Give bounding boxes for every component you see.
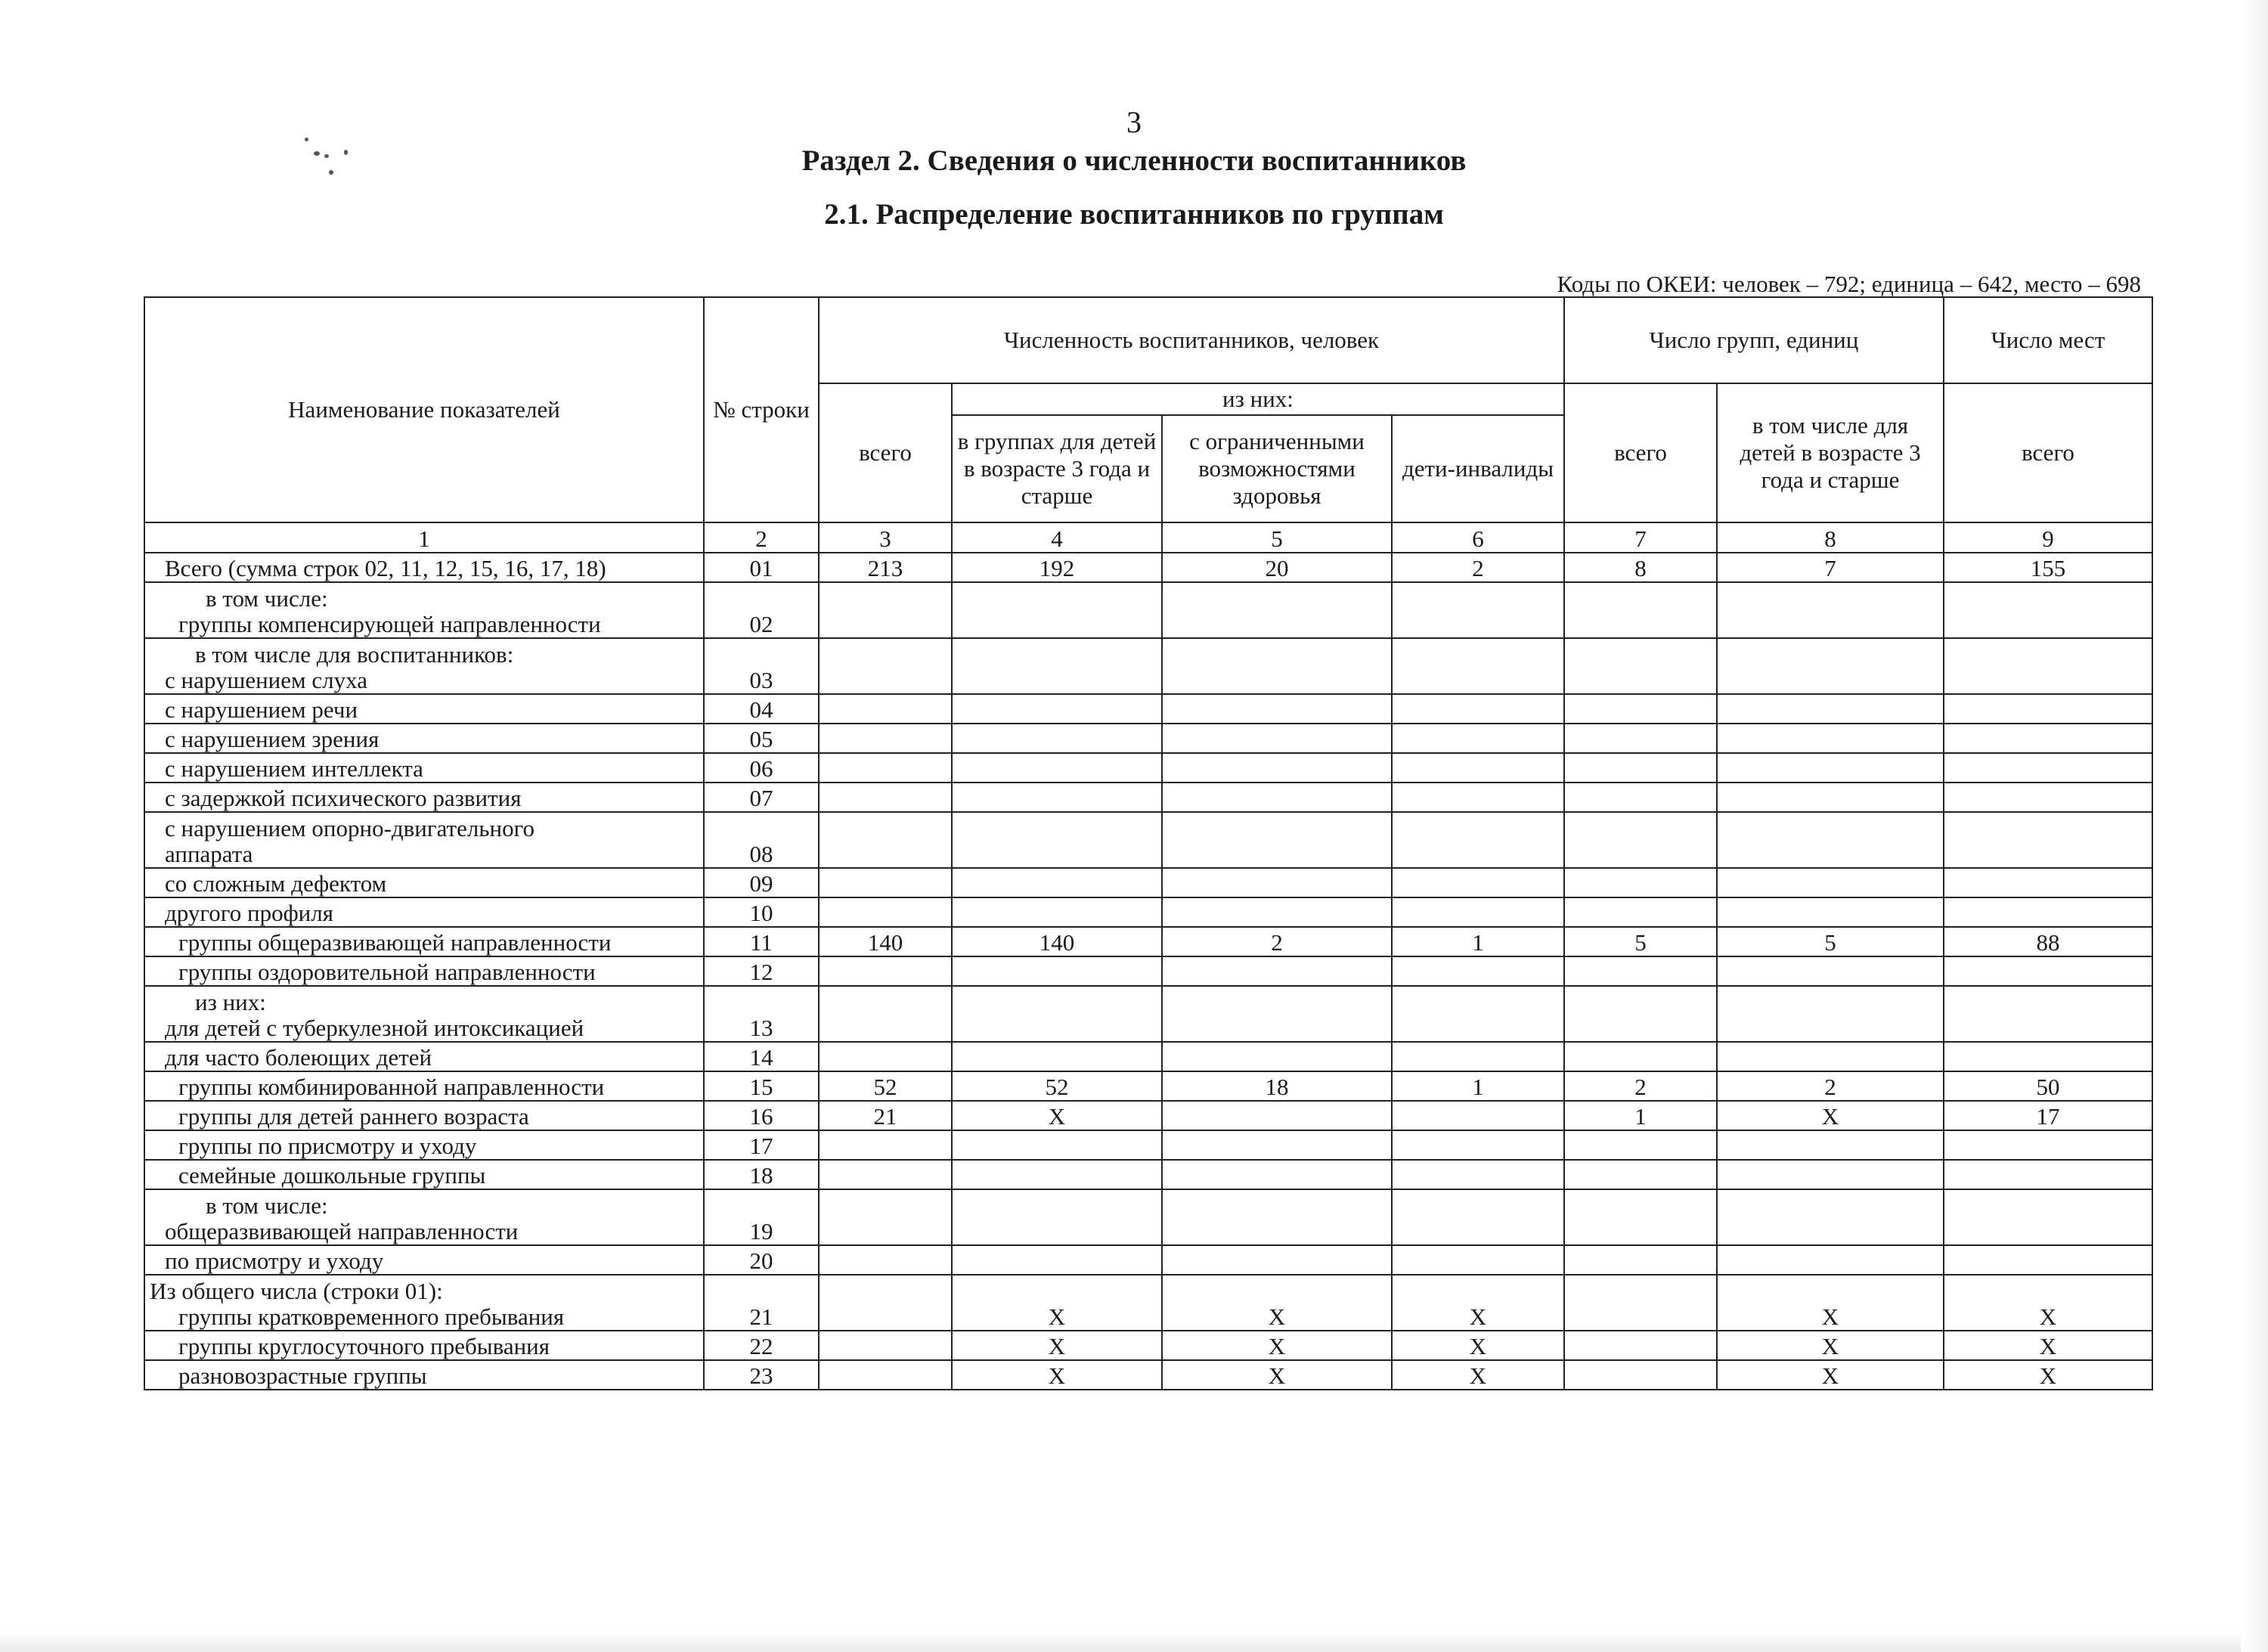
row-number: 01 xyxy=(704,553,819,582)
value-cell xyxy=(1392,638,1564,694)
header-limited: с ограниченными возможностями здоровья xyxy=(1162,415,1392,522)
value-cell xyxy=(1162,897,1392,927)
row-label xyxy=(144,897,704,927)
value-cell: 1 xyxy=(1392,927,1564,956)
value-cell xyxy=(819,783,952,812)
value-cell xyxy=(1564,753,1717,783)
value-cell: X xyxy=(1944,1360,2152,1390)
table-row xyxy=(144,1275,2152,1331)
value-cell xyxy=(1392,1189,1564,1245)
value-cell xyxy=(819,724,952,753)
value-cell: X xyxy=(1392,1360,1564,1390)
header-groups: Число групп, единиц xyxy=(1564,297,1944,383)
value-cell xyxy=(1944,582,2152,638)
value-cell: 5 xyxy=(1717,927,1944,956)
value-cell xyxy=(1717,1042,1944,1071)
value-cell xyxy=(1162,1160,1392,1189)
value-cell xyxy=(1564,638,1717,694)
value-cell xyxy=(1392,1042,1564,1071)
value-cell xyxy=(1944,868,2152,897)
value-cell xyxy=(819,956,952,986)
row-label-line: с нарушением слуха xyxy=(165,667,367,693)
value-cell xyxy=(1392,1160,1564,1189)
value-cell xyxy=(1162,1245,1392,1275)
value-cell xyxy=(1392,868,1564,897)
value-cell xyxy=(1564,582,1717,638)
row-number: 08 xyxy=(704,812,819,868)
value-cell: X xyxy=(952,1360,1162,1390)
row-number: 21 xyxy=(704,1275,819,1331)
row-number: 18 xyxy=(704,1160,819,1189)
value-cell xyxy=(819,1245,952,1275)
value-cell xyxy=(1564,868,1717,897)
row-label xyxy=(144,956,704,986)
value-cell xyxy=(1717,986,1944,1042)
row-label-line: группы по присмотру и уходу xyxy=(178,1133,477,1159)
table-row xyxy=(144,1360,2152,1390)
value-cell xyxy=(1162,1042,1392,1071)
value-cell: X xyxy=(1392,1275,1564,1331)
value-cell: X xyxy=(952,1275,1162,1331)
value-cell: 140 xyxy=(819,927,952,956)
value-cell: X xyxy=(952,1331,1162,1360)
column-number: 2 xyxy=(704,522,819,553)
row-label xyxy=(144,1360,704,1390)
row-number: 02 xyxy=(704,582,819,638)
column-number: 7 xyxy=(1564,522,1717,553)
value-cell: 2 xyxy=(1392,553,1564,582)
row-label-line: группы кратковременного пребывания xyxy=(178,1303,565,1330)
row-label-line: из них: xyxy=(195,989,266,1015)
row-label-line: Всего (сумма строк 02, 11, 12, 15, 16, 17, 18) xyxy=(165,555,606,581)
header-of-them: из них: xyxy=(952,383,1564,415)
value-cell xyxy=(1944,724,2152,753)
header-places-total: всего xyxy=(1944,383,2152,522)
value-cell xyxy=(1717,1130,1944,1160)
table-row xyxy=(144,1160,2152,1189)
value-cell xyxy=(1162,1189,1392,1245)
value-cell xyxy=(1392,582,1564,638)
row-number: 14 xyxy=(704,1042,819,1071)
table-row xyxy=(144,1101,2152,1130)
row-label-line: для часто болеющих детей xyxy=(165,1044,432,1071)
table-row xyxy=(144,868,2152,897)
table-row xyxy=(144,812,2152,868)
value-cell xyxy=(1717,753,1944,783)
value-cell xyxy=(1162,582,1392,638)
row-label xyxy=(144,553,704,582)
value-cell: 18 xyxy=(1162,1071,1392,1101)
row-label-line: с нарушением зрения xyxy=(165,726,380,752)
value-cell xyxy=(1717,582,1944,638)
value-cell xyxy=(1944,1160,2152,1189)
value-cell xyxy=(819,897,952,927)
value-cell: 213 xyxy=(819,553,952,582)
header-groups-age3: в том числе для детей в возрасте 3 года и старше xyxy=(1717,383,1944,522)
value-cell: 50 xyxy=(1944,1071,2152,1101)
value-cell xyxy=(1392,812,1564,868)
scan-edge xyxy=(2241,0,2268,1652)
row-label-line: в том числе для воспитанников: xyxy=(195,641,514,668)
value-cell xyxy=(952,582,1162,638)
row-number: 11 xyxy=(704,927,819,956)
value-cell xyxy=(1392,956,1564,986)
row-number: 16 xyxy=(704,1101,819,1130)
value-cell xyxy=(952,1160,1162,1189)
value-cell xyxy=(1392,1130,1564,1160)
table-row xyxy=(144,1245,2152,1275)
row-label xyxy=(144,927,704,956)
value-cell: X xyxy=(1717,1101,1944,1130)
row-number: 07 xyxy=(704,783,819,812)
row-label xyxy=(144,868,704,897)
value-cell: 2 xyxy=(1564,1071,1717,1101)
row-label-line: с задержкой психического развития xyxy=(165,785,522,811)
value-cell xyxy=(952,638,1162,694)
row-label xyxy=(144,1245,704,1275)
value-cell xyxy=(952,724,1162,753)
table-row xyxy=(144,724,2152,753)
value-cell xyxy=(1162,724,1392,753)
table-row xyxy=(144,1189,2152,1245)
value-cell: 155 xyxy=(1944,553,2152,582)
table-row xyxy=(144,1071,2152,1101)
row-label xyxy=(144,1275,704,1331)
row-label xyxy=(144,812,704,868)
header-line-no: № строки xyxy=(704,297,819,522)
value-cell: X xyxy=(1944,1275,2152,1331)
value-cell: 2 xyxy=(1717,1071,1944,1101)
value-cell xyxy=(1162,694,1392,724)
header-groups-total: всего xyxy=(1564,383,1717,522)
value-cell xyxy=(1717,956,1944,986)
row-label xyxy=(144,638,704,694)
column-number: 1 xyxy=(144,522,704,553)
row-label xyxy=(144,1189,704,1245)
header-places: Число мест xyxy=(1944,297,2152,383)
row-label xyxy=(144,582,704,638)
row-label xyxy=(144,986,704,1042)
table-row xyxy=(144,1042,2152,1071)
value-cell xyxy=(1564,986,1717,1042)
value-cell xyxy=(1944,1189,2152,1245)
value-cell xyxy=(819,868,952,897)
row-label-line: семейные дошкольные группы xyxy=(178,1162,486,1189)
value-cell xyxy=(1564,783,1717,812)
value-cell xyxy=(952,868,1162,897)
value-cell xyxy=(1162,1130,1392,1160)
value-cell xyxy=(1717,1189,1944,1245)
row-label xyxy=(144,753,704,783)
value-cell xyxy=(1717,1160,1944,1189)
value-cell xyxy=(1392,1101,1564,1130)
table-row xyxy=(144,753,2152,783)
value-cell: 17 xyxy=(1944,1101,2152,1130)
row-label-line: разновозрастные группы xyxy=(178,1362,427,1389)
value-cell xyxy=(1392,1245,1564,1275)
value-cell xyxy=(1944,1130,2152,1160)
row-label-line: группы комбинированной направленности xyxy=(178,1074,605,1100)
value-cell xyxy=(1564,1160,1717,1189)
row-number: 17 xyxy=(704,1130,819,1160)
header-age3: в группах для детей в возрасте 3 года и старше xyxy=(952,415,1162,522)
value-cell: X xyxy=(1944,1331,2152,1360)
section-title: Раздел 2. Сведения о численности воспитанников xyxy=(801,144,1467,177)
row-label-line: другого профиля xyxy=(165,900,333,926)
value-cell: X xyxy=(1717,1275,1944,1331)
value-cell: 1 xyxy=(1564,1101,1717,1130)
value-cell xyxy=(819,1275,952,1331)
row-number: 23 xyxy=(704,1360,819,1390)
value-cell xyxy=(1162,753,1392,783)
row-number: 15 xyxy=(704,1071,819,1101)
value-cell xyxy=(1392,724,1564,753)
value-cell xyxy=(1564,1360,1717,1390)
value-cell xyxy=(1717,868,1944,897)
value-cell xyxy=(1944,1042,2152,1071)
value-cell xyxy=(1564,1331,1717,1360)
row-label-line: по присмотру и уходу xyxy=(165,1248,384,1274)
value-cell: 140 xyxy=(952,927,1162,956)
value-cell xyxy=(819,694,952,724)
value-cell: X xyxy=(1162,1360,1392,1390)
value-cell xyxy=(1564,694,1717,724)
subsection-title: 2.1. Распределение воспитанников по группам xyxy=(824,198,1444,231)
row-number: 19 xyxy=(704,1189,819,1245)
table-row xyxy=(144,956,2152,986)
value-cell xyxy=(819,1130,952,1160)
value-cell: 5 xyxy=(1564,927,1717,956)
value-cell: X xyxy=(1717,1360,1944,1390)
row-label xyxy=(144,724,704,753)
column-number: 6 xyxy=(1392,522,1564,553)
value-cell xyxy=(1162,638,1392,694)
value-cell xyxy=(952,694,1162,724)
row-label-line: с нарушением интеллекта xyxy=(165,755,423,782)
value-cell xyxy=(1392,897,1564,927)
table-row xyxy=(144,986,2152,1042)
row-label xyxy=(144,1160,704,1189)
okei-codes-note: Коды по ОКЕИ: человек – 792; единица – 642, место – 698 xyxy=(1557,271,2141,297)
value-cell xyxy=(1944,694,2152,724)
value-cell xyxy=(952,753,1162,783)
value-cell: X xyxy=(1717,1331,1944,1360)
value-cell xyxy=(1944,812,2152,868)
value-cell xyxy=(1564,897,1717,927)
header-pupils: Численность воспитанников, человек xyxy=(819,297,1564,383)
row-label-line: группы для детей раннего возраста xyxy=(178,1103,529,1130)
value-cell xyxy=(1392,694,1564,724)
value-cell xyxy=(952,1189,1162,1245)
value-cell: 7 xyxy=(1717,553,1944,582)
value-cell: 21 xyxy=(819,1101,952,1130)
value-cell xyxy=(952,1130,1162,1160)
row-label xyxy=(144,1071,704,1101)
table-row xyxy=(144,1130,2152,1160)
value-cell xyxy=(1717,783,1944,812)
value-cell xyxy=(1944,783,2152,812)
value-cell xyxy=(1944,956,2152,986)
value-cell: X xyxy=(1162,1275,1392,1331)
row-label-line: группы общеразвивающей направленности xyxy=(178,929,612,956)
value-cell xyxy=(1162,783,1392,812)
value-cell xyxy=(1717,724,1944,753)
value-cell xyxy=(1162,986,1392,1042)
row-number: 05 xyxy=(704,724,819,753)
header-disabled: дети-инвалиды xyxy=(1392,415,1564,522)
row-label-line: с нарушением речи xyxy=(165,696,358,723)
value-cell xyxy=(1717,897,1944,927)
value-cell: X xyxy=(1392,1331,1564,1360)
header-name: Наименование показателей xyxy=(144,297,704,522)
row-label xyxy=(144,1130,704,1160)
value-cell xyxy=(819,1331,952,1360)
value-cell xyxy=(1162,956,1392,986)
value-cell: 192 xyxy=(952,553,1162,582)
row-number: 13 xyxy=(704,986,819,1042)
page-number: 3 xyxy=(1126,105,1142,139)
row-number: 22 xyxy=(704,1331,819,1360)
row-number: 03 xyxy=(704,638,819,694)
column-number: 3 xyxy=(819,522,952,553)
row-label-line: группы круглосуточного пребывания xyxy=(178,1333,550,1359)
table-row xyxy=(144,694,2152,724)
value-cell xyxy=(1564,1130,1717,1160)
value-cell xyxy=(819,638,952,694)
value-cell xyxy=(952,986,1162,1042)
value-cell: 52 xyxy=(819,1071,952,1101)
row-number: 06 xyxy=(704,753,819,783)
value-cell xyxy=(819,1360,952,1390)
column-number: 5 xyxy=(1162,522,1392,553)
row-number: 20 xyxy=(704,1245,819,1275)
value-cell xyxy=(1944,753,2152,783)
header-pupils-total: всего xyxy=(819,383,952,522)
value-cell xyxy=(1717,694,1944,724)
table-row xyxy=(144,553,2152,582)
row-number: 10 xyxy=(704,897,819,927)
value-cell xyxy=(819,1160,952,1189)
value-cell xyxy=(952,783,1162,812)
table-row xyxy=(144,897,2152,927)
value-cell: 20 xyxy=(1162,553,1392,582)
table-row xyxy=(144,1331,2152,1360)
row-label-line: в том числе: xyxy=(206,1192,328,1219)
value-cell xyxy=(819,1189,952,1245)
table-row xyxy=(144,783,2152,812)
value-cell xyxy=(819,753,952,783)
value-cell xyxy=(819,582,952,638)
value-cell xyxy=(1564,1275,1717,1331)
row-number: 04 xyxy=(704,694,819,724)
row-label-line: с нарушением опорно-двигательного xyxy=(165,815,535,841)
value-cell xyxy=(1392,783,1564,812)
value-cell: 52 xyxy=(952,1071,1162,1101)
value-cell xyxy=(952,897,1162,927)
value-cell xyxy=(819,1042,952,1071)
table-row xyxy=(144,582,2152,638)
table-row xyxy=(144,638,2152,694)
value-cell: 88 xyxy=(1944,927,2152,956)
value-cell xyxy=(952,1042,1162,1071)
value-cell xyxy=(1564,1042,1717,1071)
value-cell xyxy=(1717,812,1944,868)
column-number: 4 xyxy=(952,522,1162,553)
row-label xyxy=(144,1042,704,1071)
value-cell xyxy=(1564,812,1717,868)
row-number: 09 xyxy=(704,868,819,897)
value-cell: 8 xyxy=(1564,553,1717,582)
value-cell xyxy=(1717,1245,1944,1275)
value-cell: 2 xyxy=(1162,927,1392,956)
value-cell xyxy=(1564,956,1717,986)
value-cell xyxy=(1944,986,2152,1042)
row-label-line: группы оздоровительной направленности xyxy=(178,959,596,985)
scan-edge xyxy=(0,1631,2268,1652)
value-cell xyxy=(1162,868,1392,897)
row-label xyxy=(144,1331,704,1360)
row-number: 12 xyxy=(704,956,819,986)
value-cell xyxy=(1392,753,1564,783)
row-label-line: в том числе: xyxy=(206,585,328,612)
row-label-line: общеразвивающей направленности xyxy=(165,1218,519,1244)
value-cell xyxy=(952,1245,1162,1275)
value-cell xyxy=(1392,986,1564,1042)
row-label xyxy=(144,694,704,724)
table-row xyxy=(144,927,2152,956)
row-label-line: группы компенсирующей направленности xyxy=(178,611,601,637)
column-number: 8 xyxy=(1717,522,1944,553)
value-cell xyxy=(1564,724,1717,753)
row-label-line: для детей с туберкулезной интоксикацией xyxy=(165,1015,584,1041)
value-cell xyxy=(1162,1101,1392,1130)
value-cell xyxy=(1944,897,2152,927)
value-cell: X xyxy=(1162,1331,1392,1360)
value-cell xyxy=(819,986,952,1042)
row-label-line: со сложным дефектом xyxy=(165,870,387,897)
value-cell xyxy=(1564,1245,1717,1275)
pupils-distribution-table xyxy=(144,296,2153,1390)
table-body xyxy=(144,522,2152,1390)
column-number: 9 xyxy=(1944,522,2152,553)
value-cell xyxy=(952,956,1162,986)
row-label-line: аппарата xyxy=(165,841,253,867)
value-cell xyxy=(1944,638,2152,694)
value-cell xyxy=(952,812,1162,868)
row-label-line: Из общего числа (строки 01): xyxy=(150,1278,443,1304)
value-cell xyxy=(819,812,952,868)
value-cell: 1 xyxy=(1392,1071,1564,1101)
row-label xyxy=(144,783,704,812)
row-label xyxy=(144,1101,704,1130)
value-cell: X xyxy=(952,1101,1162,1130)
value-cell xyxy=(1944,1245,2152,1275)
value-cell xyxy=(1717,638,1944,694)
value-cell xyxy=(1564,1189,1717,1245)
column-number-row xyxy=(144,522,2152,553)
value-cell xyxy=(1162,812,1392,868)
